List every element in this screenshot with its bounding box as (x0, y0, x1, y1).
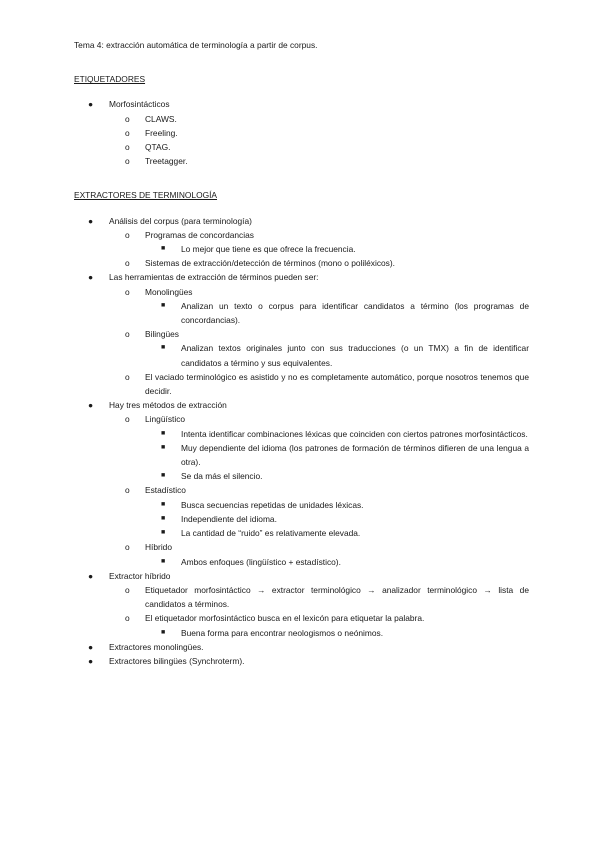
bullet-icon: o (125, 485, 130, 496)
list-item (109, 540, 529, 568)
bullet-icon: ■ (161, 628, 166, 636)
list-item-text: Independiente del idioma. (181, 513, 277, 524)
bullet-icon: o (125, 286, 130, 297)
list-item (145, 498, 529, 512)
sub-list (145, 341, 529, 369)
sub-list (109, 285, 529, 399)
list-item-text: Las herramientas de extracción de términos pueden ser: (109, 272, 319, 283)
list-item (145, 512, 529, 526)
bullet-icon: ● (88, 400, 94, 411)
list-item-text: Analizan un texto o corpus para identificar candidatos a término (los programas de concordancias). (181, 300, 529, 326)
list-item (109, 154, 529, 168)
bullet-icon: o (125, 613, 130, 624)
list-item (74, 398, 529, 568)
sub-list (109, 583, 529, 640)
list-item-text: El vaciado terminológico es asistido y no es completamente automático, porque nosotros tenemos que decidir. (145, 371, 529, 397)
bullet-icon: ■ (161, 245, 166, 253)
list-item (74, 270, 529, 398)
bullet-icon: ■ (161, 514, 166, 522)
bullet-icon: o (125, 142, 130, 153)
list-item-text: Ambos enfoques (lingüístico + estadístico). (181, 556, 341, 567)
list-item-text: QTAG. (145, 142, 171, 153)
section-heading-extractores: EXTRACTORES DE TERMINOLOGÍA (74, 190, 218, 201)
list-item (109, 256, 529, 270)
bullet-icon: o (125, 113, 130, 124)
sub-list (145, 626, 529, 640)
list-item (109, 611, 529, 639)
sub-list (145, 242, 529, 256)
list-item-text: La cantidad de “ruido” es relativamente elevada. (181, 528, 361, 539)
list-item (74, 97, 529, 168)
sub-list (109, 112, 529, 169)
list-item-text: Extractor híbrido (109, 570, 171, 581)
list-item (74, 569, 529, 640)
sub-list (109, 412, 529, 568)
list-item (109, 412, 529, 483)
bullet-icon: ● (88, 641, 94, 652)
bullet-icon: ■ (161, 301, 166, 309)
list-item (74, 214, 529, 271)
sub-list (109, 228, 529, 271)
list-item (145, 526, 529, 540)
list-item (145, 242, 529, 256)
list-item (109, 140, 529, 154)
list-item-text: El etiquetador morfosintáctico busca en el lexicón para etiquetar la palabra. (145, 613, 425, 624)
bullet-icon: ■ (161, 529, 166, 537)
bullet-icon: ■ (161, 344, 166, 352)
list-item-text: Hay tres métodos de extracción (109, 400, 227, 411)
list-item-text: Extractores monolingües. (109, 641, 204, 652)
list-item (145, 626, 529, 640)
bullet-icon: ● (88, 99, 94, 110)
list-item (145, 341, 529, 369)
list-item (109, 327, 529, 370)
extractores-list (74, 214, 529, 669)
list-item-text: Sistemas de extracción/detección de términos (mono o poliléxicos). (145, 258, 395, 269)
list-item (109, 228, 529, 256)
bullet-icon: ■ (161, 429, 166, 437)
section-heading-etiquetadores: ETIQUETADORES (74, 74, 146, 85)
list-item-text: Buena forma para encontrar neologismos o neónimos. (181, 627, 384, 638)
list-item (74, 640, 529, 654)
list-item-text: Extractores bilingües (Synchroterm). (109, 655, 245, 666)
bullet-icon: ■ (161, 472, 166, 480)
list-item-text: Programas de concordancias (145, 229, 254, 240)
bullet-icon: ● (88, 570, 94, 581)
sub-list (145, 427, 529, 484)
list-item (109, 483, 529, 540)
bullet-icon: o (125, 542, 130, 553)
list-item (109, 583, 529, 611)
list-item-text: Intenta identificar combinaciones léxicas que coinciden con ciertos patrones morfosintácticos. (181, 428, 528, 439)
list-item-text: Muy dependiente del idioma (los patrones de formación de términos difieren de una lengua a otra). (181, 442, 529, 468)
sub-list (145, 299, 529, 327)
bullet-icon: ● (88, 655, 94, 666)
list-item-text: Lo mejor que tiene es que ofrece la frecuencia. (181, 244, 356, 255)
list-item-text: Etiquetador morfosintáctico → extractor terminológico → analizador terminológico → lista de candidatos a términos. (145, 584, 529, 610)
sub-list (145, 555, 529, 569)
bullet-icon: o (125, 258, 130, 269)
list-item (109, 370, 529, 398)
list-item-text: Bilingües (145, 329, 179, 340)
bullet-icon: o (125, 156, 130, 167)
list-item (109, 112, 529, 126)
bullet-icon: ■ (161, 557, 166, 565)
list-item-text: Estadístico (145, 485, 186, 496)
document-title: Tema 4: extracción automática de terminología a partir de corpus. (74, 40, 318, 50)
bullet-icon: o (125, 127, 130, 138)
bullet-icon: ● (88, 215, 94, 226)
list-item-text: Treetagger. (145, 156, 188, 167)
bullet-icon: o (125, 229, 130, 240)
list-item (145, 469, 529, 483)
list-item (145, 441, 529, 469)
sub-list (145, 498, 529, 541)
list-item-text: CLAWS. (145, 113, 177, 124)
list-item-text: Híbrido (145, 542, 172, 553)
bullet-icon: o (125, 414, 130, 425)
list-item-text: Morfosintácticos (109, 99, 170, 110)
bullet-icon: ● (88, 272, 94, 283)
list-item (109, 285, 529, 328)
bullet-icon: ■ (161, 443, 166, 451)
list-item (145, 555, 529, 569)
etiquetadores-list (74, 97, 529, 168)
list-item-text: Monolingües (145, 286, 193, 297)
bullet-icon: o (125, 371, 130, 382)
list-item (109, 126, 529, 140)
list-item-text: Busca secuencias repetidas de unidades léxicas. (181, 499, 364, 510)
list-item-text: Analizan textos originales junto con sus traducciones (o un TMX) a fin de identificar candidatos a término y sus equivalentes. (181, 343, 529, 368)
list-item (145, 299, 529, 327)
bullet-icon: ■ (161, 500, 166, 508)
list-item (74, 654, 529, 668)
list-item (145, 427, 529, 441)
list-item-text: Freeling. (145, 127, 178, 138)
bullet-icon: o (125, 329, 130, 340)
list-item-text: Análisis del corpus (para terminología) (109, 215, 252, 226)
list-item-text: Se da más el silencio. (181, 471, 263, 482)
list-item-text: Lingüístico (145, 414, 186, 425)
bullet-icon: o (125, 584, 130, 595)
